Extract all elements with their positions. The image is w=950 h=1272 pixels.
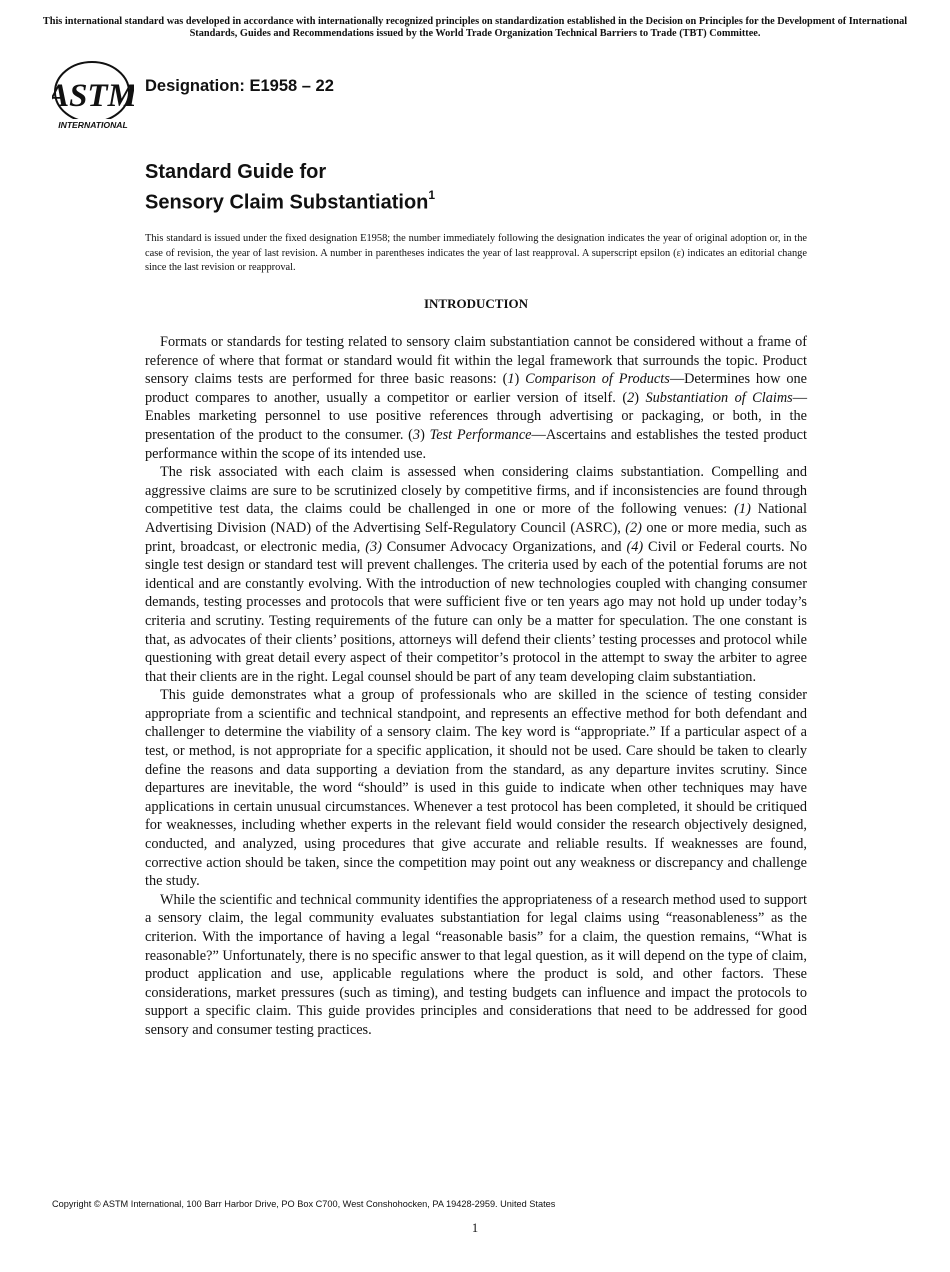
title-line-2 [145,185,435,216]
page-number: 1 [471,1221,479,1235]
intro-paragraph-2: The risk associated with each claim is assessed when considering claims substantiation. Compelling and aggressive claims are sure to be scrutinized closely by competitive firms, and if inconsistencies are found through competitive test data, the claims could be challenged in one or more of the following venues: (1) National Advertising Division (NAD) of the Advertising Self-Regulatory Council (ASRC), (2) one or more media, such as print, broadcast, or electronic media, (3) Consumer Advocacy Organizations, and (4) Civil or Federal courts. No single test design or standard test will prevent challenges. The criteria used by each of the potential forums are not identical and are constantly evolving. With the introduction of new technologies coupled with changing consumer demands, testing processes and protocols that were sufficient five or ten years ago may not hold up under today’s criteria and scrutiny. Testing requirements of the future can only be a matter for speculation. The one constant is that, as advocates of their clients’ positions, attorneys will defend their clients’ testing processes and protocol while questioning with great detail every aspect of their competitor’s protocol in the attempt to sway the arbiter to agree that their clients are in the right. Legal counsel should be part of any team developing claim substantiation. [145,464,807,685]
copyright-footer: Copyright © ASTM International, 100 Barr Harbor Drive, PO Box C700, West Conshohocken, PA 19428-2959. United States [52,1199,556,1209]
title-line-1: Standard Guide for [145,161,327,183]
intro-paragraph-1: Formats or standards for testing related to sensory claim substantiation cannot be considered without a frame of reference of where that format or standard would fit within the legal framework that surrounds the topic. Product sensory claims tests are performed for three basic reasons: (1) Comparison of Products—Determines how one product compares to another, usually a competitor or earlier version of itself. (2) Substantiation of Claims—Enables marketing personnel to use positive references through advertising or packaging, or both, in the presentation of the product to the consumer. (3) Test Performance—Ascertains and establishes the tested product performance within the scope of its intended use. [145,334,808,462]
introduction-body [145,333,807,1040]
title-main: Sensory Claim Substantiation [145,191,429,214]
issued-note: This standard is issued under the fixed designation E1958; the number immediately following the designation indicates the year of original adoption or, in the case of revision, the year of last revision. A number in parentheses indicates the year of last reapproval. A superscript epsilon (ε) indicates an editorial change since the last revision or reapproval. [145,233,807,273]
introduction-heading: INTRODUCTION [423,296,528,311]
astm-international-logo [52,56,134,132]
intro-paragraph-3: This guide demonstrates what a group of professionals who are skilled in the science of testing consider appropriate from a scientific and technical standpoint, and represents an effective method for both defendant and challenger to determine the viability of a sensory claim. The key word is “appropriate.” If a particular aspect of a test, or method, is not appropriate for a specific application, it should not be used. Care should be taken to clearly define the reasons and data supporting a deviation from the standard, as any departure invites scrutiny. Since departures are inevitable, the word “should” is used in this guide to indicate when other techniques may have applications in certain unusual circumstances. Whenever a test protocol has been completed, it should be critiqued for weaknesses, including whether experts in the relevant field would consider the research objectively designed, conducted, and analyzed, using procedures that give accurate and reliable results. If weaknesses are found, corrective action should be taken, since the competition may point out any weakness or discrepancy and challenge the study. [145,687,807,890]
designation: Designation: E1958 – 22 [145,77,334,95]
standards-notice: This international standard was developed in accordance with internationally recognized principles on standardization established in the Decision on Principles for the Development of International Standards, Guides and Recommendations issued by the World Trade Organization Technical Barriers to Trade (TBT) Committee. [42,16,908,39]
title-footnote-mark: 1 [428,188,436,202]
astm-logo-icon [52,56,134,132]
logo-letters: ASTM [52,78,134,114]
intro-paragraph-4: While the scientific and technical community identifies the appropriateness of a research method used to support a sensory claim, the legal community evaluates substantiation for legal claims using “reasonableness” as the criterion. With the importance of having a legal “reasonable basis” for a claim, the question remains, “What is reasonable?” Unfortunately, there is no specific answer to that legal question, as it will depend on the type of claim, product application and use, applicable regulations where the product is sold, and other factors. These considerations, market pressures (such as timing), and testing budgets can influence and impact the protocols to support a specific claim. This guide provides principles and considerations that need to be addressed for good sensory and consumer testing practices. [145,891,807,1038]
document-title [145,160,435,216]
logo-wordmark: INTERNATIONAL [58,120,128,130]
